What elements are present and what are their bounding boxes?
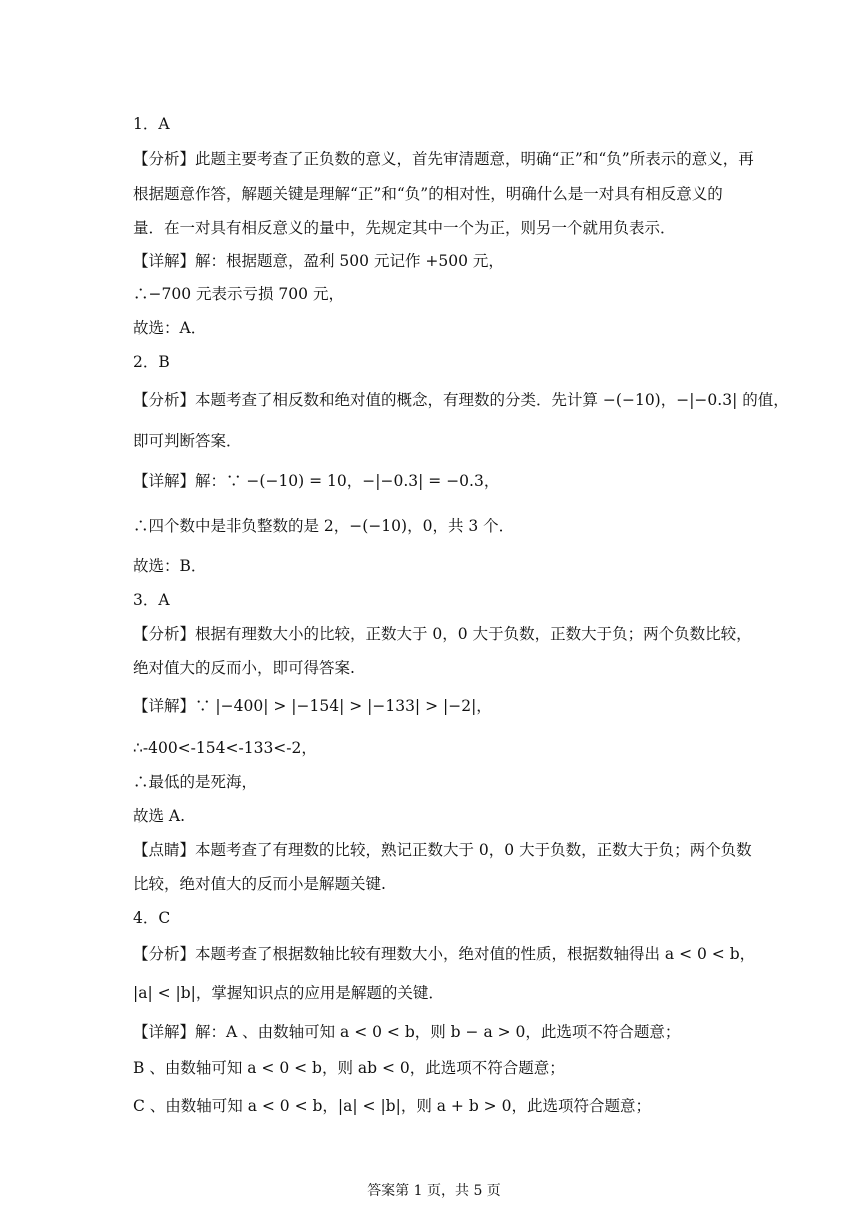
answer-2-analysis-line-2: 即可判断答案． — [133, 432, 242, 450]
answer-1-choice: 故选：A． — [133, 319, 207, 337]
answer-2-choice: 故选：B． — [133, 557, 207, 575]
answer-1-detail-line-1: 【详解】解：根据题意，盈利 500 元记作 +500 元， — [133, 252, 504, 270]
answer-3-choice: 故选 A. — [133, 807, 186, 825]
answer-3-analysis-line-1: 【分析】根据有理数大小的比较，正数大于 0，0 大于负数，正数大于负；两个负数比较， — [133, 625, 752, 643]
answer-2-detail-line-2: ∴四个数中是非负整数的是 2，−(−10)，0，共 3 个． — [133, 517, 515, 535]
answer-3-comment-line-1: 【点睛】本题考查了有理数的比较，熟记正数大于 0，0 大于负数，正数大于负；两个负数 — [133, 841, 752, 859]
answer-1-detail-line-2: ∴−700 元表示亏损 700 元， — [133, 285, 344, 303]
answer-1-heading: 1．A — [133, 115, 170, 133]
answer-1-analysis-line-2: 根据题意作答，解题关键是理解“正”和“负”的相对性，明确什么是一对具有相反意义的 — [133, 185, 723, 203]
page-footer: 答案第 1 页，共 5 页 — [367, 1183, 501, 1199]
answer-3-analysis-line-2: 绝对值大的反而小，即可得答案. — [133, 659, 355, 677]
answer-4-analysis-line-2: |a| < |b|，掌握知识点的应用是解题的关键． — [133, 984, 444, 1002]
answer-2-detail-line-1: 【详解】解：∵ −(−10) = 10，−|−0.3| = −0.3， — [133, 472, 500, 490]
answer-4-analysis-line-1: 【分析】本题考查了根据数轴比较有理数大小，绝对值的性质，根据数轴得出 a < 0 < b， — [133, 945, 756, 963]
answer-3-detail-line-3: ∴最低的是死海， — [133, 773, 258, 791]
answer-3-comment-line-2: 比较，绝对值大的反而小是解题关键. — [133, 875, 386, 893]
answer-4-heading: 4．C — [133, 909, 171, 927]
answer-3-detail-line-1: 【详解】∵ |−400| > |−154| > |−133| > |−2|， — [133, 697, 492, 715]
answer-4-detail-option-b: B 、由数轴可知 a < 0 < b，则 ab < 0，此选项不符合题意； — [133, 1059, 565, 1077]
answer-2-heading: 2．B — [133, 353, 170, 371]
answer-3-heading: 3．A — [133, 591, 170, 609]
answer-2-analysis-line-1: 【分析】本题考查了相反数和绝对值的概念，有理数的分类．先计算 −(−10)，−|−0.3| 的值， — [133, 391, 789, 409]
answer-4-detail-option-a: 【详解】解：A 、由数轴可知 a < 0 < b，则 b − a > 0，此选项不符合题意； — [133, 1023, 681, 1041]
answer-3-detail-line-2: ∴-400<-154<-133<-2， — [133, 739, 317, 757]
answer-1-analysis-line-3: 量．在一对具有相反意义的量中，先规定其中一个为正，则另一个就用负表示． — [133, 219, 676, 237]
answer-4-detail-option-c: C 、由数轴可知 a < 0 < b，|a| < |b|，则 a + b > 0，此选项符合题意； — [133, 1097, 651, 1115]
answer-1-analysis-line-1: 【分析】此题主要考查了正负数的意义，首先审清题意，明确“正”和“负”所表示的意义，再 — [133, 150, 754, 168]
